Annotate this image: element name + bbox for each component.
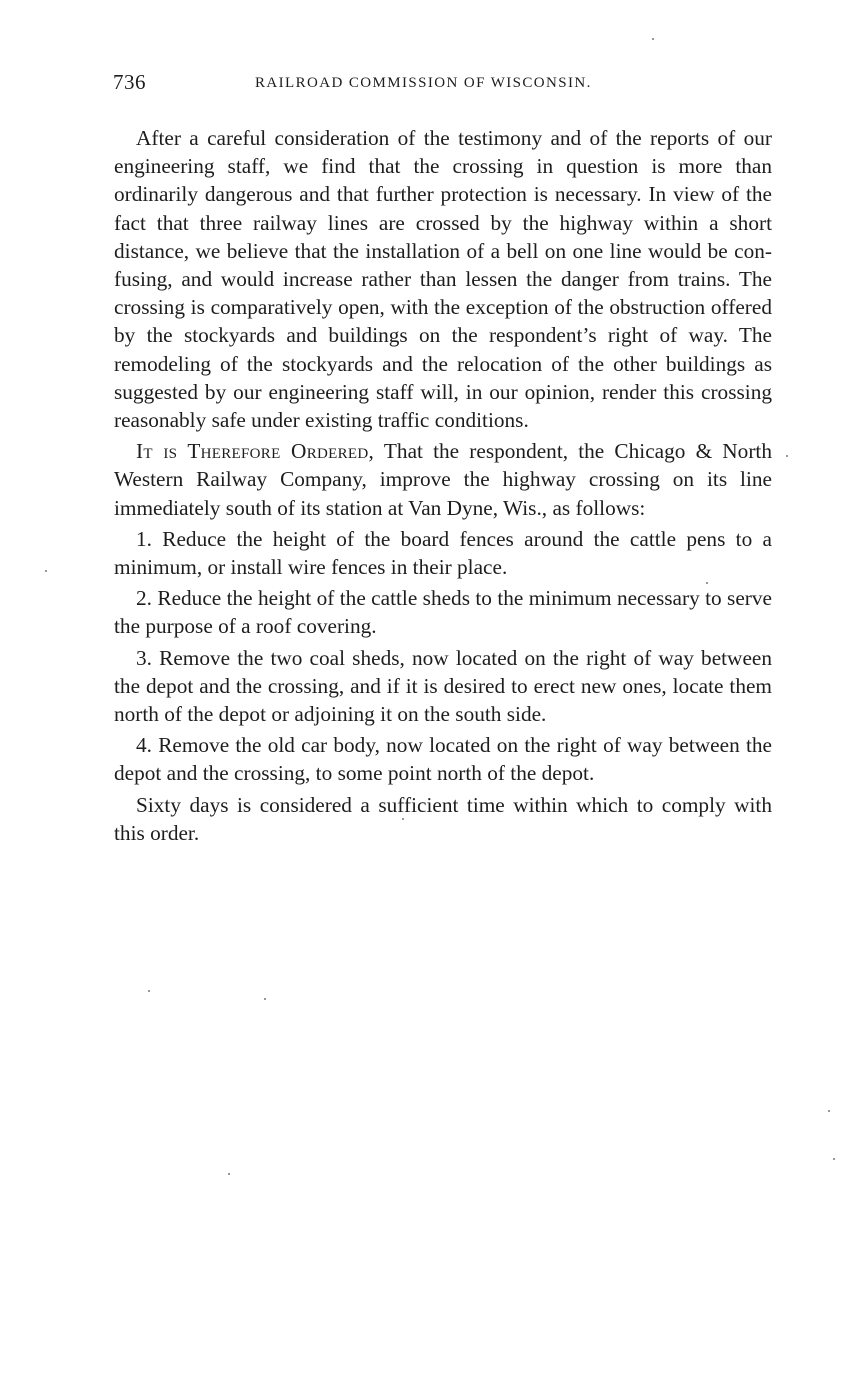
paragraph-closing: Sixty days is considered a sufficient time within which to comply with this order. bbox=[114, 792, 772, 845]
order-intro-text: That the respondent, the Chicago & North Western Railway Company, improve the highway crossing on its line immediately south of its station at Van Dyne, Wis., as follows: bbox=[114, 439, 772, 520]
order-item-1: 1. Reduce the height of the board fences around the cattle pens to a minimum, or install wire fences in their place. bbox=[114, 526, 772, 580]
order-lead-smallcaps: It is Therefore Ordered, bbox=[136, 439, 375, 464]
scan-speck bbox=[833, 1158, 835, 1160]
scan-speck bbox=[706, 582, 708, 584]
body-text bbox=[114, 124, 772, 847]
scan-speck bbox=[402, 818, 404, 820]
paragraph-order-intro bbox=[114, 437, 772, 522]
order-item-3: 3. Remove the two coal sheds, now located on the right of way between the depot and the crossing, and if it is desired to erect new ones, locate them north of the depot or adjoining it on the south side. bbox=[114, 645, 772, 727]
scan-speck bbox=[228, 1173, 230, 1175]
scan-speck bbox=[828, 1110, 830, 1112]
scan-speck bbox=[652, 38, 654, 40]
scan-speck bbox=[786, 455, 788, 457]
page-header bbox=[113, 70, 773, 100]
page-number: 736 bbox=[113, 70, 146, 94]
order-item-4: 4. Remove the old car body, now located on the right of way between the depot and the crossing, to some point north of the depot. bbox=[114, 733, 772, 786]
scan-speck bbox=[45, 570, 47, 572]
scan-speck bbox=[148, 990, 150, 992]
scan-speck bbox=[264, 998, 266, 1000]
paragraph-findings: After a careful consideration of the testimony and of the reports of our engineering staff, we find that the crossing in question is more than ordinarily dangerous and that further protection is necessary. In view of the fact that three railway lines are crossed by the highway within a short distance, we believe that the installation of a bell on one line would be confusing, and would increase rather than lessen the danger from trains. The crossing is comparatively open, with the exception of the obstruction offered by the stockyards and buildings on the respondent’s right of way. The remodeling of the stockyards and the relocation of the other buildings as suggested by our engineering staff will, in our opinion, render this crossing reasonably safe under existing traffic conditions. bbox=[114, 126, 772, 433]
running-title: RAILROAD COMMISSION OF WISCONSIN. bbox=[255, 75, 592, 91]
order-item-2: 2. Reduce the height of the cattle sheds to the minimum necessary to serve the purpose of a roof covering. bbox=[114, 586, 772, 639]
